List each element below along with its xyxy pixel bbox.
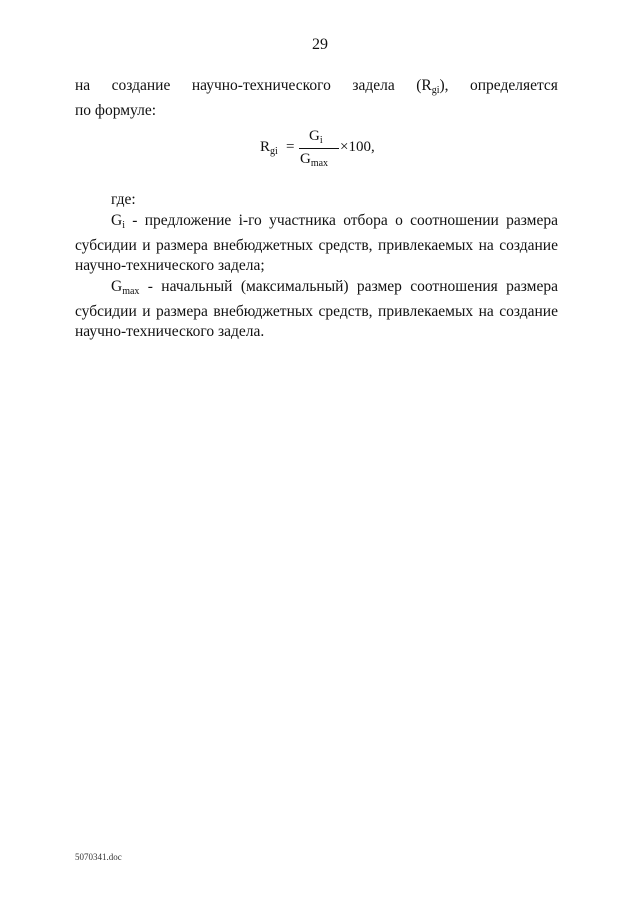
intro-word: на xyxy=(75,77,91,94)
intro-word: научно-технического xyxy=(191,77,331,94)
definitions-block xyxy=(75,190,558,342)
formula-lhs: $R_{gi}$ xyxy=(260,139,278,157)
intro-paragraph xyxy=(75,76,558,121)
definition-gmax: $G_{max}$ - начальный (максимальный) размер соотношения размера субсидии и размера внебюджетных средств, привлекаемых на создание научно-технического задела. xyxy=(75,278,558,340)
intro-symbol: $(R_{gi})$, xyxy=(416,77,449,96)
formula xyxy=(257,128,397,178)
formula-multiplier: ×100, xyxy=(340,139,375,155)
intro-word: задела xyxy=(352,77,395,94)
page-number: 29 xyxy=(312,36,328,53)
fraction-bar xyxy=(299,148,339,149)
intro-word: определяется xyxy=(469,77,558,94)
formula-denominator: $G_{max}$ xyxy=(300,151,329,169)
definition-gi: $G_i$ - предложение i-го участника отбора о соотношении размера субсидии и размера внебюджетных средств, привлекаемых на создание научно-технического задела; xyxy=(75,212,558,274)
intro-word: создание xyxy=(111,77,171,94)
formula-numerator: $G_i$ xyxy=(309,128,323,146)
document-filename: 5070341.doc xyxy=(75,852,122,862)
intro-line-2: по формуле: xyxy=(75,102,157,119)
formula-equals: = xyxy=(286,139,295,155)
intro-line-1 xyxy=(75,76,558,101)
where-label: где: xyxy=(111,191,136,208)
